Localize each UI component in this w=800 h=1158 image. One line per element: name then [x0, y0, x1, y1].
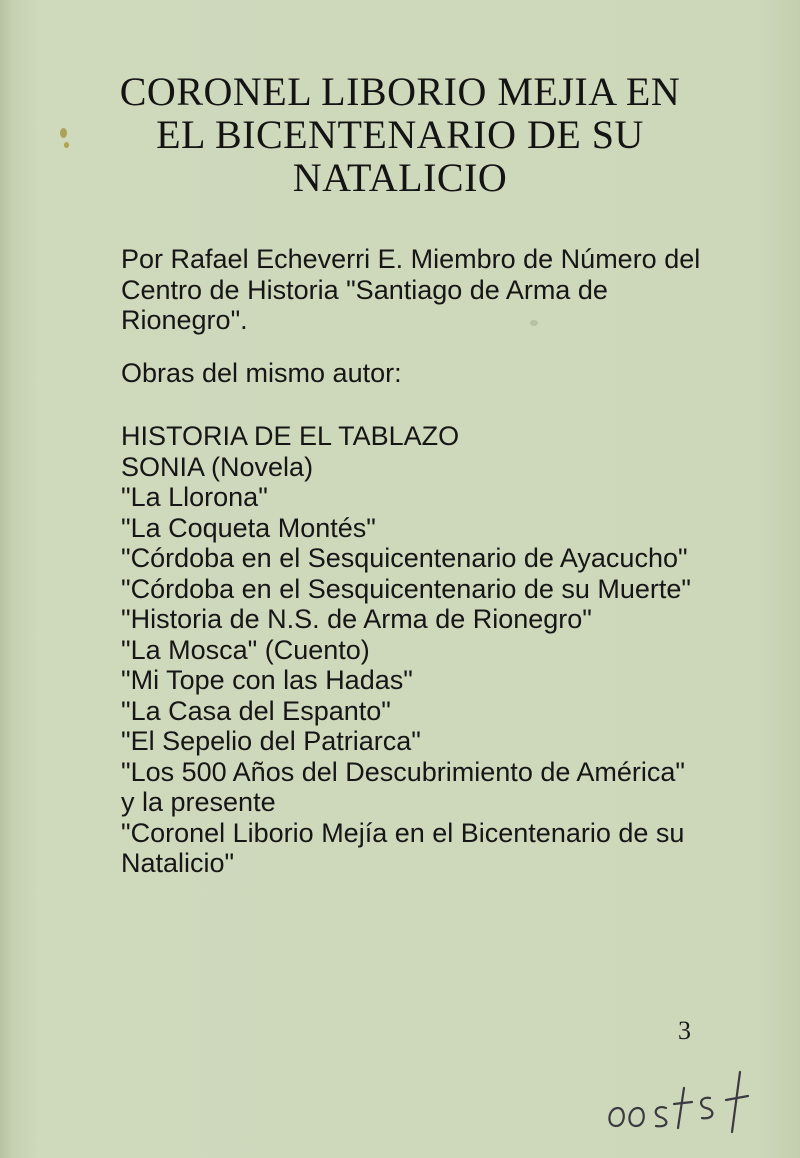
document-title [0, 70, 800, 199]
works-list [121, 421, 711, 879]
byline-line: Rionegro". [121, 305, 248, 335]
title-line: CORONEL LIBORIO MEJIA EN [119, 69, 681, 114]
list-item: "La Mosca" (Cuento) [121, 634, 370, 665]
handwritten-annotation [600, 1068, 760, 1138]
works-heading: Obras del mismo autor: [121, 358, 402, 388]
list-item: SONIA (Novela) [121, 451, 314, 482]
title-line: NATALICIO [292, 155, 508, 200]
list-item: "La Llorona" [121, 482, 268, 512]
list-item: "La Coqueta Montés" [121, 512, 376, 543]
list-item: "Historia de N.S. de Arma de Rionegro" [121, 604, 592, 634]
list-item: "Los 500 Años del Descubrimiento de América" [121, 756, 685, 787]
list-item: "Córdoba en el Sesquicentenario de su Muerte" [121, 573, 692, 604]
list-item: Natalicio" [121, 848, 235, 878]
page-number: 3 [678, 1016, 691, 1045]
list-item: HISTORIA DE EL TABLAZO [121, 421, 460, 451]
list-item: "Córdoba en el Sesquicentenario de Ayacucho" [121, 543, 688, 573]
byline-line: Por Rafael Echeverri E. Miembro de Número del [121, 244, 701, 274]
author-byline [121, 244, 711, 336]
list-item: y la presente [121, 787, 276, 817]
list-item: "Mi Tope con las Hadas" [121, 665, 413, 695]
list-item: "Coronel Liborio Mejía en el Bicentenario de su [121, 817, 685, 848]
byline-line: Centro de Historia "Santiago de Arma de [121, 274, 608, 305]
title-line: EL BICENTENARIO DE SU [156, 112, 644, 157]
list-item: "El Sepelio del Patriarca" [121, 726, 421, 756]
list-item: "La Casa del Espanto" [121, 695, 391, 726]
